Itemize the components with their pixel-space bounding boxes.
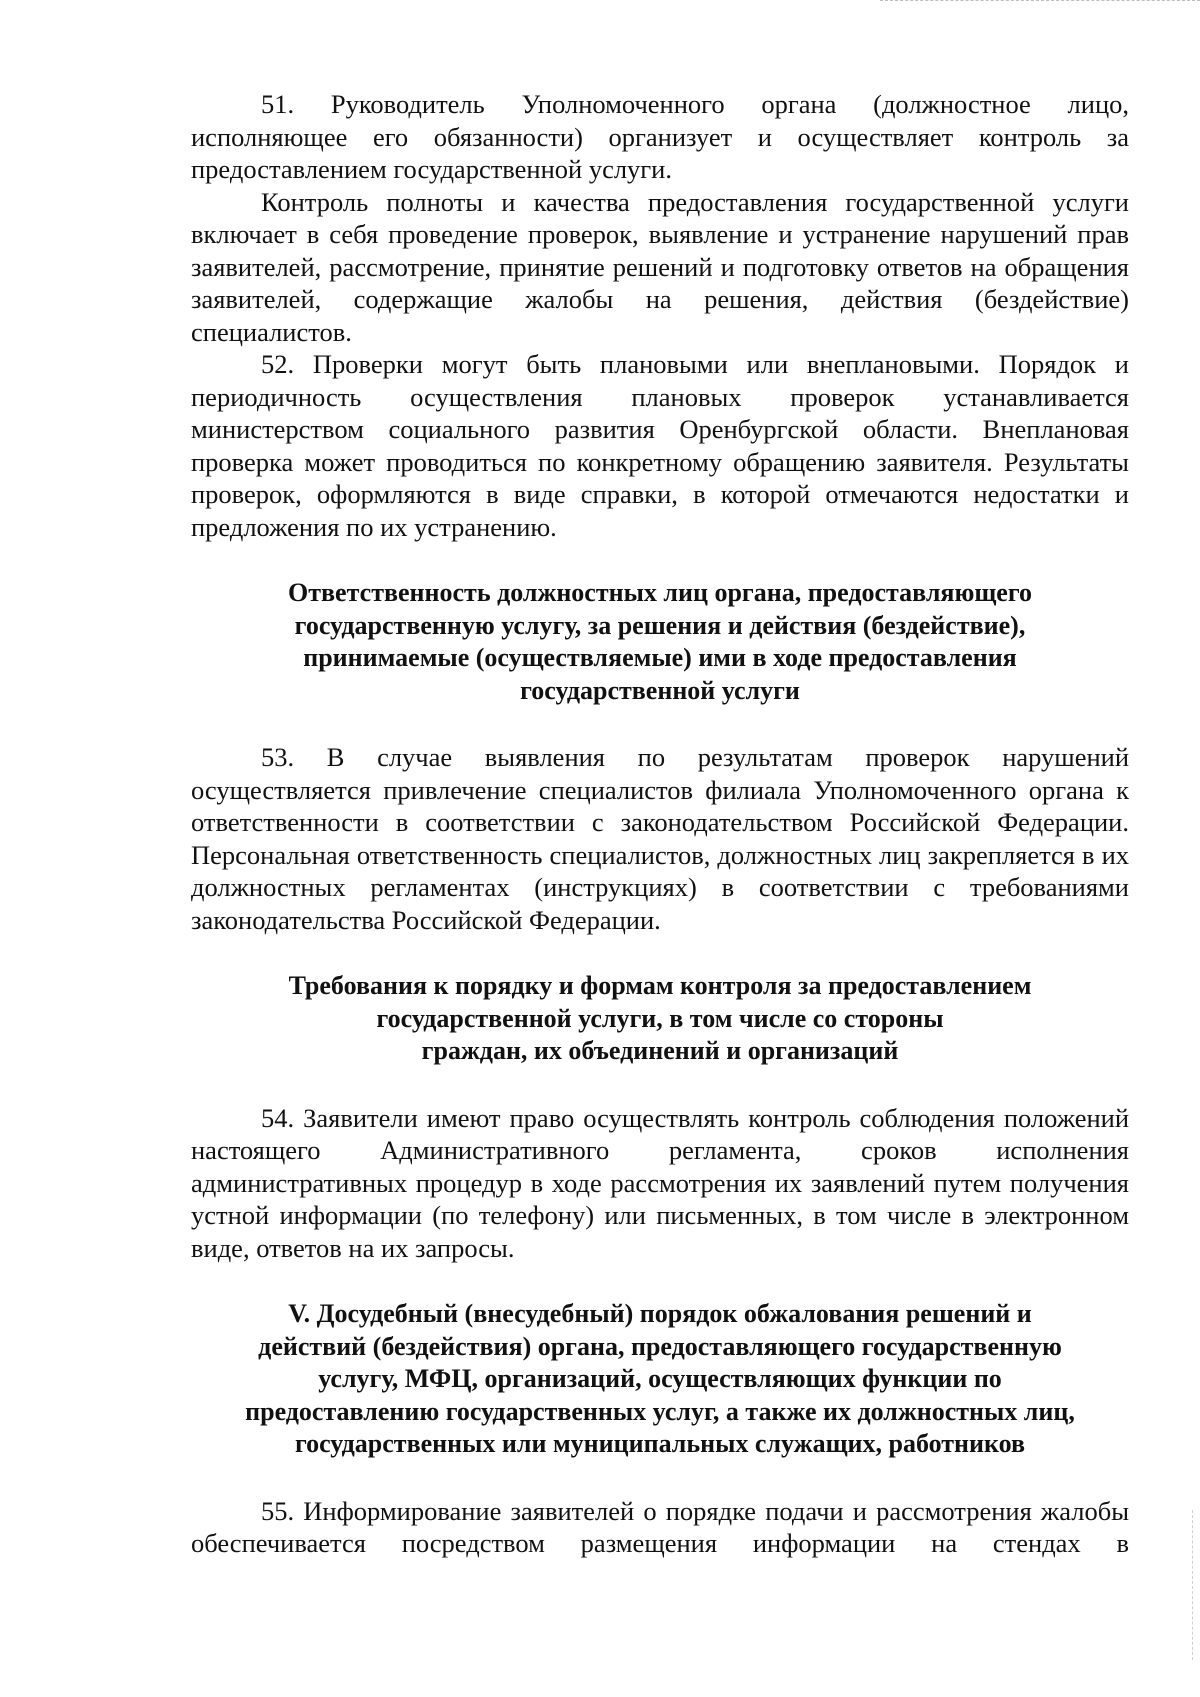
- paragraph-54: 54. Заявители имеют право осуществлять контроль соблюдения положений настоящего Административного регламента, сроков исполнения административных процедур в ходе рассмотрения их заявлений путем получения устной информации (по телефону) или письменных, в том числе в электронном виде, ответов на их запросы.: [191, 1102, 1129, 1263]
- heading-line: действий (бездействия) органа, предоставляющего государственную: [258, 1331, 1062, 1361]
- scan-edge-mark: [1192, 1510, 1194, 1660]
- heading-line: граждан, их объединений и организаций: [421, 1036, 899, 1065]
- heading-line: Ответственность должностных лиц органа, предоставляющего: [288, 578, 1032, 607]
- heading-line: государственной услуги, в том числе со стороны: [376, 1003, 944, 1033]
- paragraph-52: 52. Проверки могут быть плановыми или внеплановыми. Порядок и периодичность осуществления плановых проверок устанавливается министерством социального развития Оренбургской области. Внеплановая проверка может проводиться по конкретному обращению заявителя. Результаты проверок, оформляются в виде справки, в которой отмечаются недостатки и предложения по их устранению.: [191, 349, 1129, 542]
- paragraph-53: 53. В случае выявления по результатам проверок нарушений осуществляется привлечение специалистов филиала Уполномоченного органа к ответственности в соответствии с законодательством Российской Федерации. Персональная ответственность специалистов, должностных лиц закрепляется в их должностных регламентах (инструкциях) в соответствии с требованиями законодательства Российской Федерации.: [191, 742, 1129, 935]
- heading-line: государственных или муниципальных служащих, работников: [294, 1429, 1026, 1458]
- paragraph-55: 55. Информирование заявителей о порядке подачи и рассмотрения жалобы обеспечивается посредством размещения информации на стендах в: [191, 1495, 1129, 1558]
- heading-line: Требования к порядку и формам контроля за предоставлением: [288, 971, 1032, 1000]
- heading-line: принимаемые (осуществляемые) ими в ходе предоставления: [303, 643, 1017, 672]
- paragraph-51: 51. Руководитель Уполномоченного органа (должностное лицо, исполняющее его обязанности) организует и осуществляет контроль за предоставлением государственной услуги.: [191, 89, 1129, 184]
- heading-line: предоставлению государственных услуг, а также их должностных лиц,: [245, 1396, 1075, 1426]
- heading-line: государственную услугу, за решения и действия (бездействие),: [294, 610, 1026, 640]
- scan-edge-mark: [880, 0, 1200, 2]
- heading-line: государственной услуги: [520, 675, 800, 705]
- section-heading-appeal-procedure: [191, 1298, 1129, 1461]
- paragraph-control-scope: Контроль полноты и качества предоставления государственной услуги включает в себя проведение проверок, выявление и устранение нарушений прав заявителей, рассмотрение, принятие решений и подготовку ответов на обращения заявителей, содержащие жалобы на решения, действия (бездействие) специалистов.: [191, 186, 1129, 347]
- heading-line: V. Досудебный (внесудебный) порядок обжалования решений и: [288, 1299, 1032, 1328]
- section-heading-responsibility: [191, 577, 1129, 707]
- section-heading-control-requirements: [191, 970, 1129, 1068]
- document-body: [191, 88, 1129, 1560]
- heading-line: услугу, МФЦ, организаций, осуществляющих функции по: [318, 1364, 1002, 1393]
